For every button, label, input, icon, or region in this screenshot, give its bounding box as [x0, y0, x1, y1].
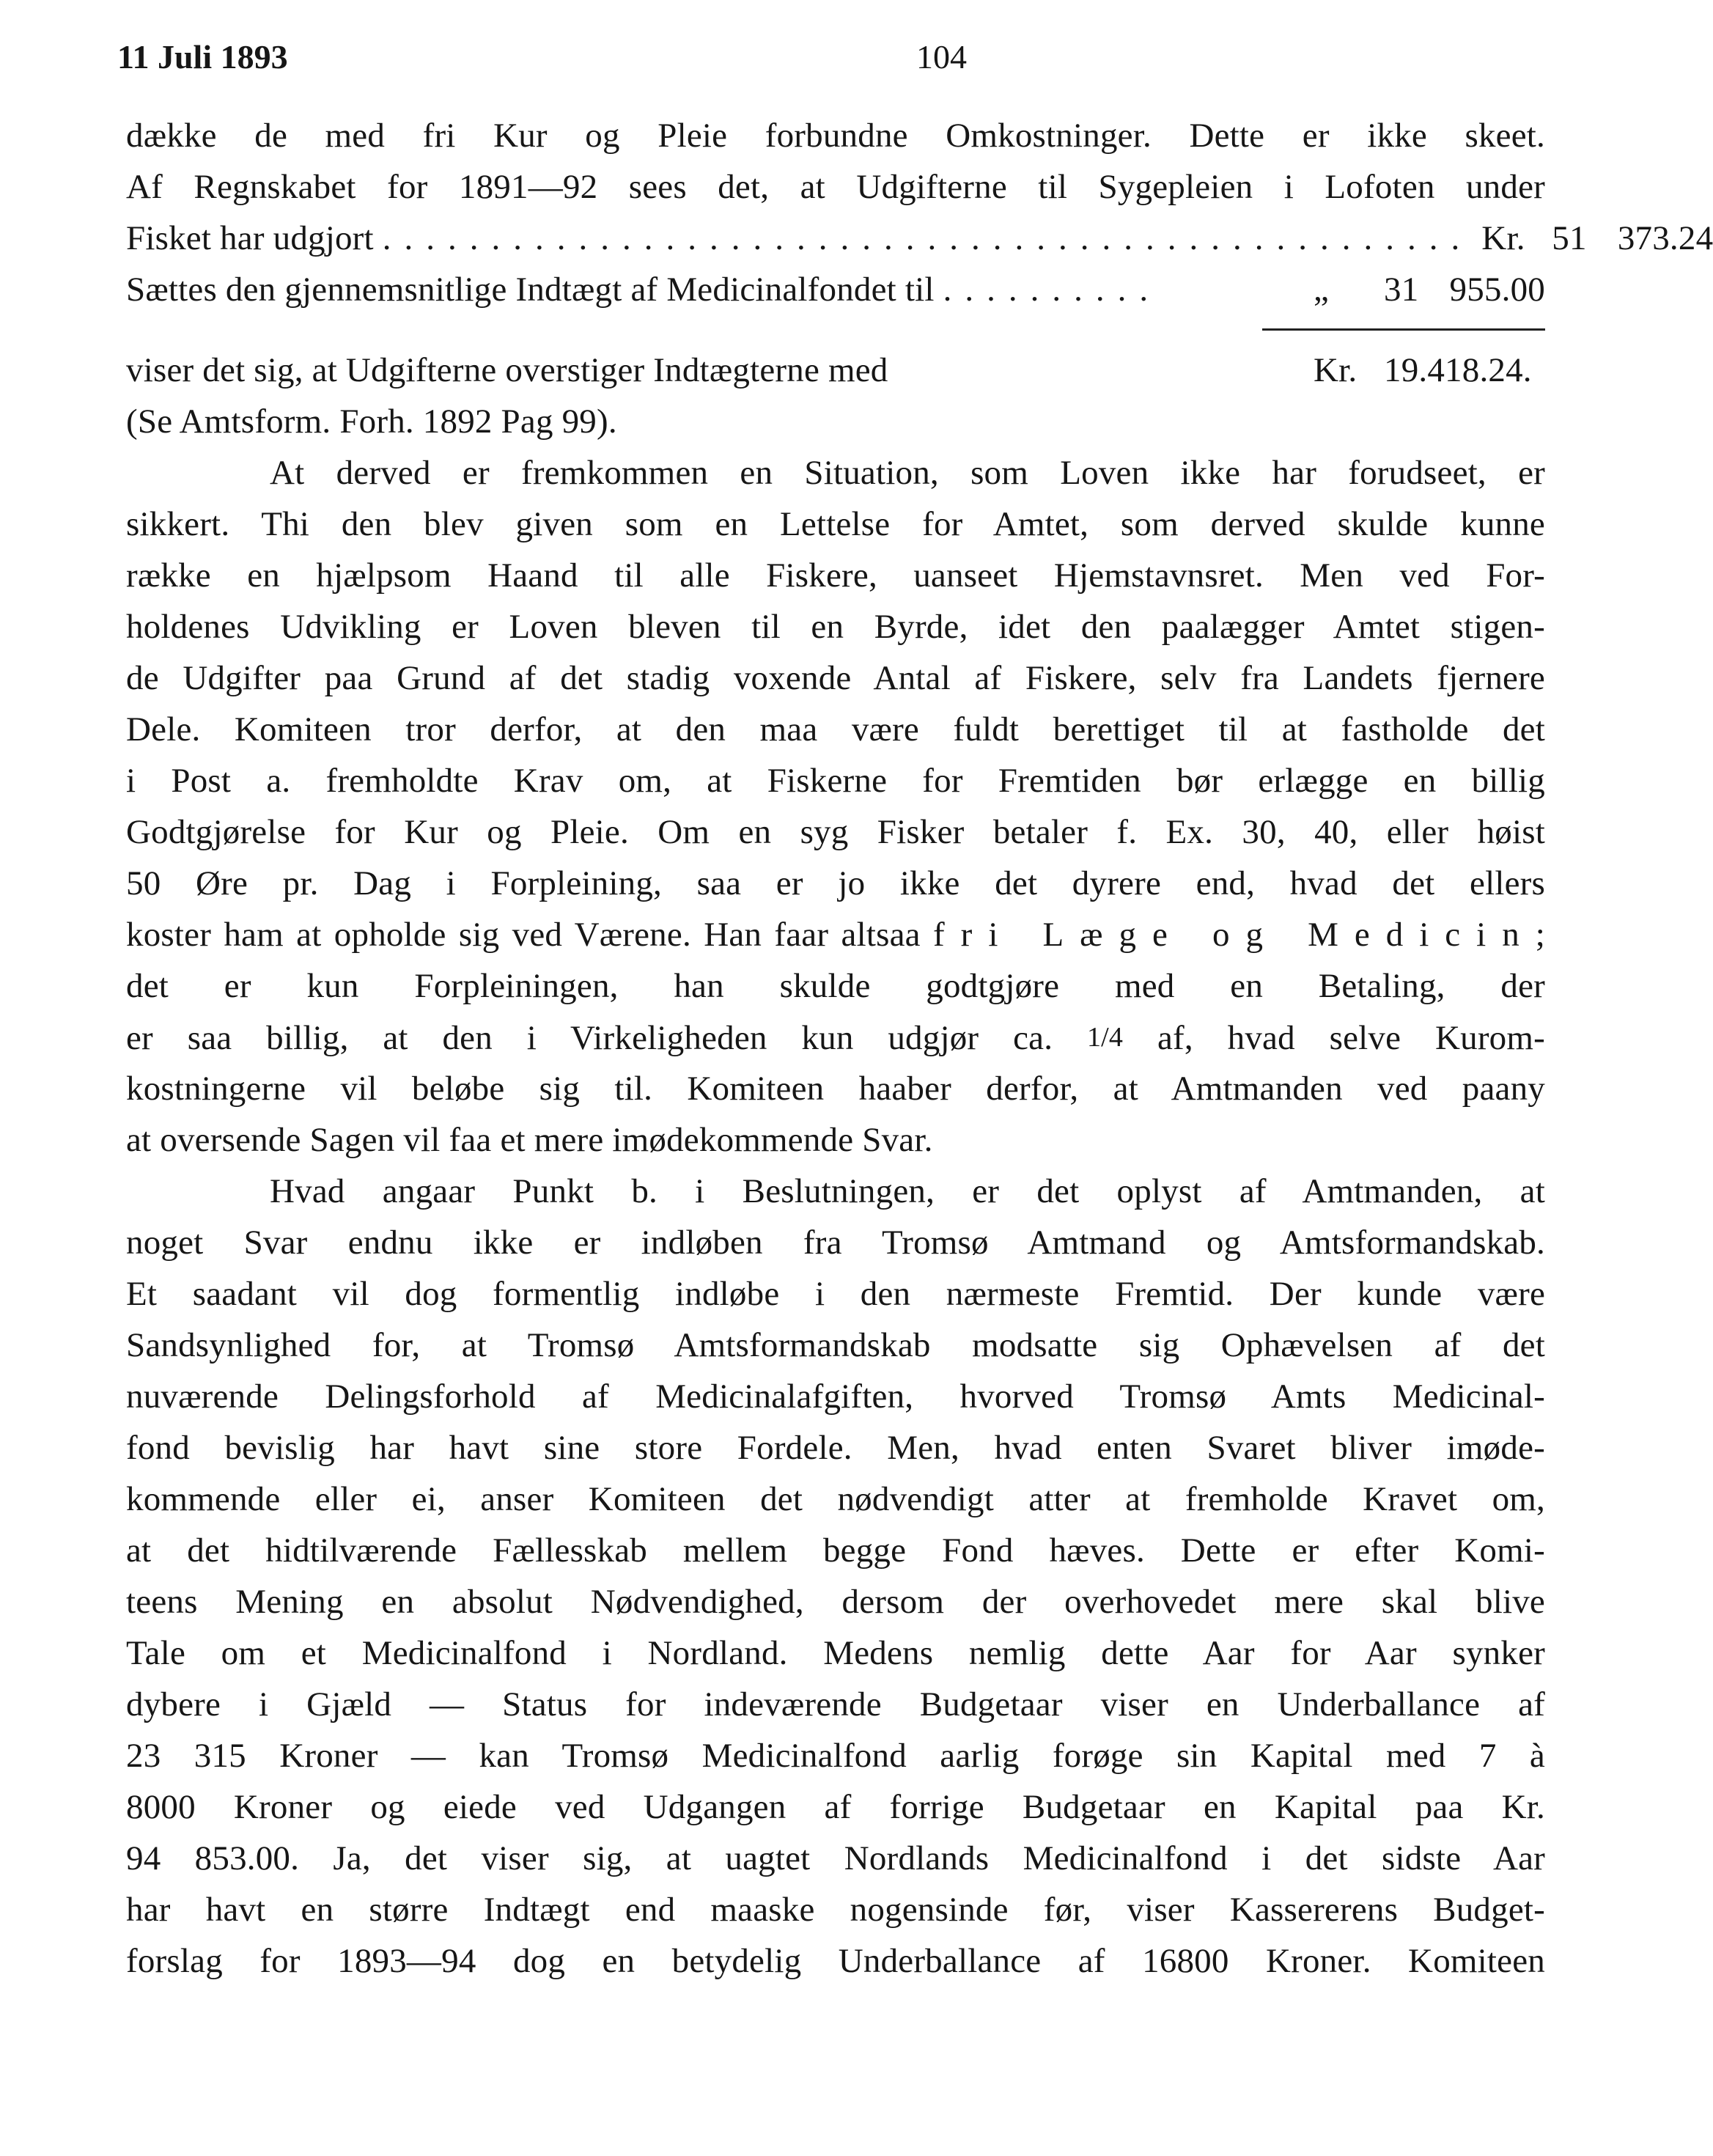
text-line: dække de med fri Kur og Pleie forbundne Omkostninger. Dette er ikke skeet.	[126, 117, 1545, 155]
ledger-amount: 51 373.24	[1552, 219, 1713, 257]
body-text	[126, 110, 1713, 1987]
text-line: dybere i Gjæld — Status for indeværende Budgetaar viser en Underballance af	[126, 1685, 1545, 1723]
text-line: Sandsynlighed for, at Tromsø Amtsformandskab modsatte sig Ophævelsen af det	[126, 1326, 1545, 1364]
sum-rule	[126, 315, 1545, 345]
text-line: Af Regnskabet for 1891—92 sees det, at Udgifterne til Sygepleien i Lofoten under	[126, 168, 1545, 206]
spaced-emphasis: fri Læge og Medicin	[933, 916, 1536, 954]
ledger-row-expenses	[126, 213, 1713, 264]
sum-rule-line	[1262, 328, 1545, 331]
ledger-row-income	[126, 264, 1545, 315]
ledger-label: viser det sig, at Udgifterne overstiger Indtægterne med	[126, 351, 888, 389]
text-segment: koster ham at opholde sig ved Værene. Han faar altsaa	[126, 916, 934, 954]
text-line: række en hjælpsom Haand til alle Fiskere, uanseet Hjemstavnsret. Men ved For-	[126, 556, 1545, 595]
ledger-label: Sættes den gjennemsnitlige Indtægt af Medicinalfondet til	[126, 271, 935, 309]
text-line: at oversende Sagen vil faa et mere imødekommende Svar.	[126, 1121, 933, 1159]
text-line: kommende eller ei, anser Komiteen det nødvendigt atter at fremholde Kravet om,	[126, 1480, 1545, 1518]
text-line: 94 853.00. Ja, det viser sig, at uagtet Nordlands Medicinalfond i det sidste Aar	[126, 1839, 1545, 1877]
paragraph-start: At derved er fremkommen en Situation, som Loven ikke har forudseet, er	[270, 454, 1545, 492]
text-line: holdenes Udvikling er Loven bleven til en Byrde, idet den paalægger Amtet stigen-	[126, 608, 1545, 646]
text-line	[126, 909, 1545, 960]
header-date: 11 Juli 1893	[117, 38, 288, 76]
page-number: 104	[916, 38, 967, 76]
text-line: Tale om et Medicinalfond i Nordland. Medens nemlig dette Aar for Aar synker	[126, 1634, 1545, 1672]
ledger-row-deficit	[126, 345, 1545, 396]
text-line: det er kun Forpleiningen, han skulde godtgjøre med en Betaling, der	[126, 967, 1545, 1005]
text-line: de Udgifter paa Grund af det stadig voxende Antal af Fiskere, selv fra Landets fjernere	[126, 659, 1545, 697]
ledger-label: Fisket har udgjort	[126, 219, 374, 257]
text-segment: af, hvad selve Kurom-	[1123, 1019, 1545, 1057]
text-line: sikkert. Thi den blev given som en Lettelse for Amtet, som derved skulde kunne	[126, 505, 1545, 543]
text-line: noget Svar endnu ikke er indløben fra Tromsø Amtmand og Amtsformandskab.	[126, 1224, 1545, 1262]
text-line: i Post a. fremholdte Krav om, at Fiskerne for Fremtiden bør erlægge en billig	[126, 762, 1545, 800]
paragraph-start: Hvad angaar Punkt b. i Beslutningen, er det oplyst af Amtmanden, at	[270, 1172, 1545, 1210]
ledger-currency: Kr.	[1314, 351, 1357, 389]
text-line	[126, 1012, 1545, 1063]
ledger-amount: 19.418.24.	[1384, 351, 1532, 389]
text-line: 8000 Kroner og eiede ved Udgangen af forrige Budgetaar en Kapital paa Kr.	[126, 1788, 1545, 1826]
text-line: Et saadant vil dog formentlig indløbe i den nærmeste Fremtid. Der kunde være	[126, 1275, 1545, 1313]
text-line: at det hidtilværende Fællesskab mellem begge Fond hæves. Dette er efter Komi-	[126, 1531, 1545, 1570]
text-line: forslag for 1893—94 dog en betydelig Underballance af 16800 Kroner. Komiteen	[126, 1942, 1545, 1980]
text-line: (Se Amtsform. Forh. 1892 Pag 99).	[126, 402, 617, 441]
text-segment: er saa billig, at den i Virkeligheden kun udgjør ca.	[126, 1019, 1087, 1057]
text-line: fond bevislig har havt sine store Fordele. Men, hvad enten Svaret bliver imøde-	[126, 1429, 1545, 1467]
fraction: 1/4	[1086, 1022, 1124, 1053]
text-line: Godtgjørelse for Kur og Pleie. Om en syg Fisker betaler f. Ex. 30, 40, eller høist	[126, 813, 1545, 851]
running-head	[117, 35, 1554, 79]
text-line: har havt en større Indtægt end maaske nogensinde før, viser Kassererens Budget-	[126, 1891, 1545, 1929]
text-segment: ;	[1535, 916, 1545, 954]
ledger-currency: Kr.	[1481, 219, 1525, 257]
text-line: nuværende Delingsforhold af Medicinalafgiften, hvorved Tromsø Amts Medicinal-	[126, 1377, 1545, 1416]
ledger-currency: „	[1314, 271, 1330, 309]
dot-leader: ..........	[943, 271, 1162, 309]
text-line: Dele. Komiteen tror derfor, at den maa være fuldt berettiget til at fastholde det	[126, 710, 1545, 748]
text-line: 23 315 Kroner — kan Tromsø Medicinalfond aarlig forøge sin Kapital med 7 à	[126, 1737, 1545, 1775]
dot-leader: ..................................................	[382, 219, 1473, 257]
text-line: 50 Øre pr. Dag i Forpleining, saa er jo ikke det dyrere end, hvad det ellers	[126, 864, 1545, 902]
text-line: teens Mening en absolut Nødvendighed, dersom der overhovedet mere skal blive	[126, 1583, 1545, 1621]
text-line: kostningerne vil beløbe sig til. Komiteen haaber derfor, at Amtmanden ved paany	[126, 1070, 1545, 1108]
ledger-amount: 31 955.00	[1384, 271, 1545, 309]
